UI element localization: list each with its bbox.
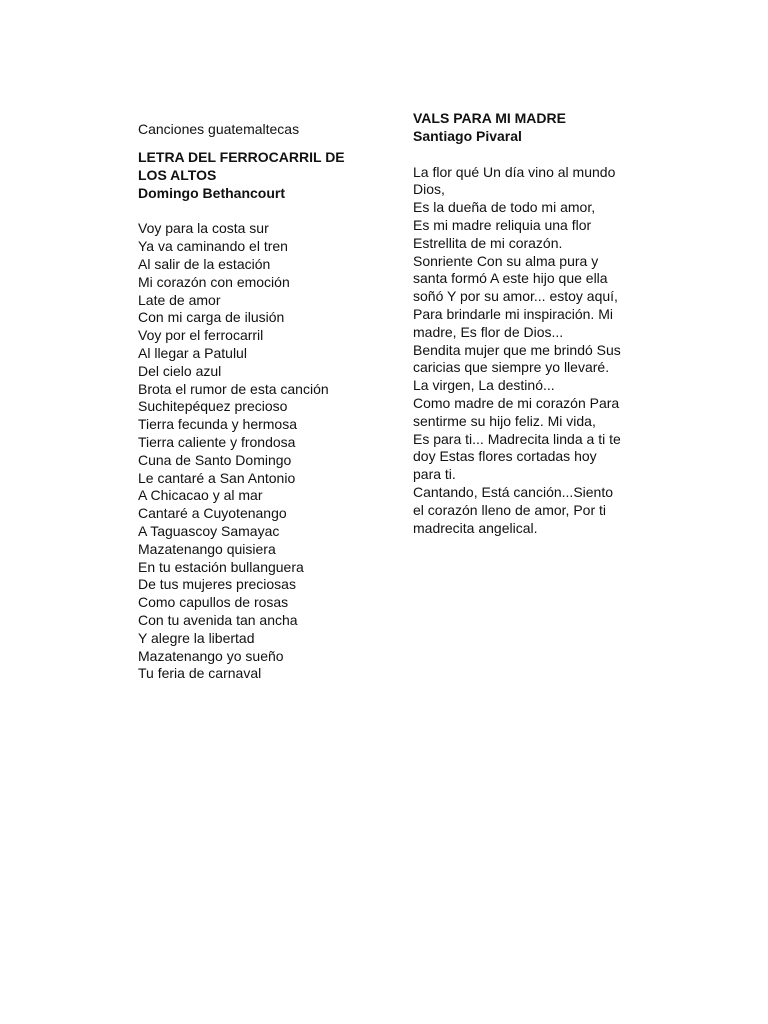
song-title: VALS PARA MI MADRE bbox=[413, 110, 566, 126]
lyric-line: Cuna de Santo Domingo bbox=[138, 451, 292, 468]
lyric-line: Sonriente Con su alma pura y bbox=[413, 252, 599, 269]
lyric-line: Tierra caliente y frondosa bbox=[138, 433, 296, 450]
lyric-line: Es mi madre reliquia una flor bbox=[413, 216, 592, 233]
lyric-line: Tu feria de carnaval bbox=[138, 665, 262, 682]
lyric-line: Brota el rumor de esta canción bbox=[138, 380, 329, 397]
lyric-line: Suchitepéquez precioso bbox=[138, 398, 288, 415]
lyric-line: Cantando, Está canción...Siento bbox=[413, 483, 614, 500]
lyric-line: Ya va caminando el tren bbox=[138, 238, 288, 255]
lyric-line: A Taguascoy Samayac bbox=[138, 522, 280, 539]
lyric-line: Tierra fecunda y hermosa bbox=[138, 416, 297, 433]
lyric-line: Cantaré a Cuyotenango bbox=[138, 505, 287, 522]
lyric-line: De tus mujeres preciosas bbox=[138, 576, 296, 593]
section-label: Canciones guatemaltecas bbox=[138, 121, 300, 137]
song-lyrics bbox=[413, 164, 663, 538]
lyric-line: Voy para la costa sur bbox=[138, 220, 269, 237]
lyric-line: soñó Y por su amor... estoy aquí, bbox=[413, 288, 618, 305]
lyric-line: Como capullos de rosas bbox=[138, 594, 289, 611]
lyric-line: La virgen, La destinó... bbox=[413, 377, 555, 394]
song-lyrics bbox=[138, 220, 378, 683]
song-author: Domingo Bethancourt bbox=[138, 184, 285, 201]
lyric-line: Late de amor bbox=[138, 291, 221, 308]
lyric-line: Estrellita de mi corazón. bbox=[413, 234, 563, 251]
lyric-line: A Chicacao y al mar bbox=[138, 487, 263, 504]
lyric-line: Mazatenango quisiera bbox=[138, 540, 276, 557]
lyric-line: caricias que siempre yo llevaré. bbox=[413, 359, 610, 376]
lyric-line: Para brindarle mi inspiración. Mi bbox=[413, 305, 613, 322]
song-vals bbox=[413, 110, 663, 537]
lyric-line: Le cantaré a San Antonio bbox=[138, 469, 296, 486]
song-author: Santiago Pivaral bbox=[413, 127, 522, 144]
lyric-line: el corazón lleno de amor, Por ti bbox=[413, 501, 606, 518]
song-ferrocarril bbox=[138, 149, 378, 683]
lyric-line: Voy por el ferrocarril bbox=[138, 327, 264, 344]
lyric-line: para ti. bbox=[413, 466, 456, 483]
lyric-line: sentirme su hijo feliz. Mi vida, bbox=[413, 412, 596, 429]
lyric-line: Con tu avenida tan ancha bbox=[138, 611, 298, 628]
lyric-line: Mazatenango yo sueño bbox=[138, 647, 284, 664]
lyric-line: Como madre de mi corazón Para bbox=[413, 394, 620, 411]
lyric-line: santa formó A este hijo que ella bbox=[413, 270, 608, 287]
lyric-line: La flor qué Un día vino al mundo bbox=[413, 163, 616, 180]
lyric-line: Es para ti... Madrecita linda a ti te bbox=[413, 430, 621, 447]
lyric-line: Al salir de la estación bbox=[138, 255, 271, 272]
lyric-line: Al llegar a Patulul bbox=[138, 344, 247, 361]
lyric-line: doy Estas flores cortadas hoy bbox=[413, 448, 597, 465]
lyric-line: Y alegre la libertad bbox=[138, 629, 255, 646]
lyric-line: Es la dueña de todo mi amor, bbox=[413, 199, 596, 216]
lyric-line: Bendita mujer que me brindó Sus bbox=[413, 341, 621, 358]
song-title-line-1: LETRA DEL FERROCARRIL DE bbox=[138, 149, 345, 165]
lyric-line: Dios, bbox=[413, 181, 445, 198]
lyric-line: En tu estación bullanguera bbox=[138, 558, 304, 575]
lyric-line: Mi corazón con emoción bbox=[138, 273, 290, 290]
lyric-line: Del cielo azul bbox=[138, 362, 222, 379]
song-title-line-2: LOS ALTOS bbox=[138, 166, 217, 183]
lyric-line: madrecita angelical. bbox=[413, 519, 538, 536]
lyric-line: madre, Es flor de Dios... bbox=[413, 323, 564, 340]
lyric-line: Con mi carga de ilusión bbox=[138, 309, 285, 326]
